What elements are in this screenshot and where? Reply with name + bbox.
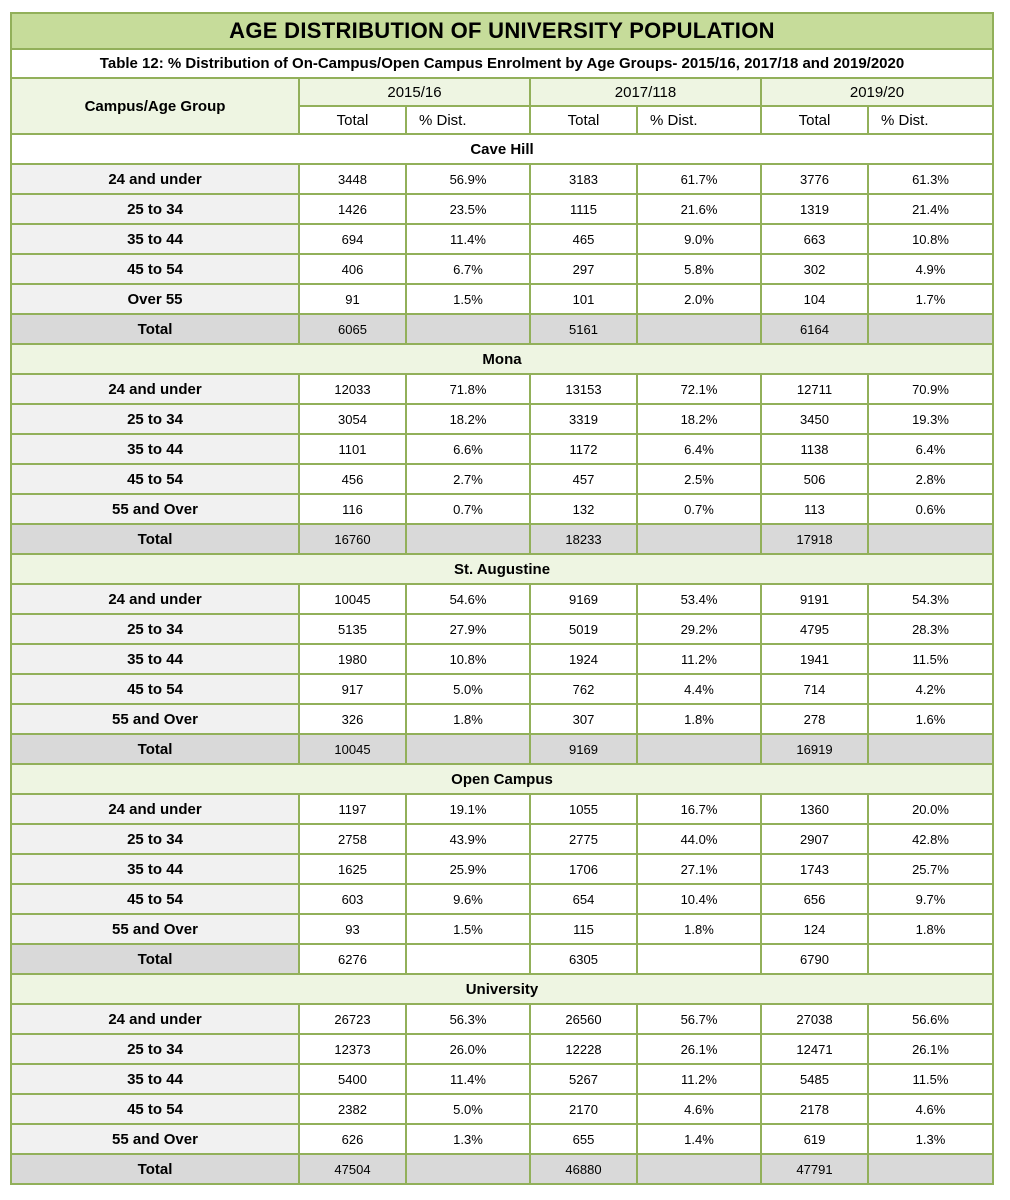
dist-cell: 20.0% xyxy=(868,794,993,824)
dist-cell: 70.9% xyxy=(868,374,993,404)
total-cell: 3776 xyxy=(761,164,868,194)
year-header-2017: 2017/118 xyxy=(530,78,761,106)
total-row xyxy=(11,314,993,344)
total-row xyxy=(11,1154,993,1184)
total-cell: 2178 xyxy=(761,1094,868,1124)
section-header-row xyxy=(11,764,993,794)
age-group-label: 25 to 34 xyxy=(11,404,299,434)
total-cell: 47791 xyxy=(761,1154,868,1184)
table-row xyxy=(11,1034,993,1064)
total-cell: 6164 xyxy=(761,314,868,344)
total-cell: 12373 xyxy=(299,1034,406,1064)
dist-cell: 72.1% xyxy=(637,374,761,404)
dist-cell: 11.4% xyxy=(406,1064,530,1094)
dist-cell: 11.4% xyxy=(406,224,530,254)
total-cell: 5485 xyxy=(761,1064,868,1094)
dist-cell: 18.2% xyxy=(637,404,761,434)
total-cell: 2907 xyxy=(761,824,868,854)
age-group-label: 55 and Over xyxy=(11,494,299,524)
dist-cell: 19.1% xyxy=(406,794,530,824)
dist-cell: 27.9% xyxy=(406,614,530,644)
age-group-label: 45 to 54 xyxy=(11,254,299,284)
table-row xyxy=(11,1064,993,1094)
dist-cell xyxy=(406,734,530,764)
table-row xyxy=(11,794,993,824)
dist-cell xyxy=(868,1154,993,1184)
total-cell: 656 xyxy=(761,884,868,914)
total-cell: 762 xyxy=(530,674,637,704)
dist-cell: 25.9% xyxy=(406,854,530,884)
dist-cell xyxy=(406,1154,530,1184)
total-row xyxy=(11,944,993,974)
report-table-container xyxy=(10,12,992,1185)
total-cell: 9169 xyxy=(530,734,637,764)
dist-cell xyxy=(406,524,530,554)
total-cell: 10045 xyxy=(299,584,406,614)
section-header-row xyxy=(11,344,993,374)
dist-cell: 1.7% xyxy=(868,284,993,314)
dist-cell: 23.5% xyxy=(406,194,530,224)
total-cell: 115 xyxy=(530,914,637,944)
total-cell: 307 xyxy=(530,704,637,734)
section-title: Open Campus xyxy=(11,764,993,794)
total-cell: 12033 xyxy=(299,374,406,404)
total-cell: 12471 xyxy=(761,1034,868,1064)
total-cell: 4795 xyxy=(761,614,868,644)
dist-cell: 9.6% xyxy=(406,884,530,914)
total-cell: 1319 xyxy=(761,194,868,224)
total-cell: 1101 xyxy=(299,434,406,464)
table-row xyxy=(11,614,993,644)
dist-cell: 53.4% xyxy=(637,584,761,614)
table-body xyxy=(11,134,993,1184)
total-cell: 655 xyxy=(530,1124,637,1154)
total-cell: 1706 xyxy=(530,854,637,884)
dist-cell: 1.8% xyxy=(868,914,993,944)
dist-cell: 56.7% xyxy=(637,1004,761,1034)
dist-cell: 10.8% xyxy=(406,644,530,674)
total-cell: 3319 xyxy=(530,404,637,434)
age-group-label: 55 and Over xyxy=(11,704,299,734)
dist-cell: 5.8% xyxy=(637,254,761,284)
total-cell: 3183 xyxy=(530,164,637,194)
total-cell: 6276 xyxy=(299,944,406,974)
dist-cell xyxy=(637,314,761,344)
dist-cell: 29.2% xyxy=(637,614,761,644)
total-cell: 465 xyxy=(530,224,637,254)
total-cell: 124 xyxy=(761,914,868,944)
table-subtitle: Table 12: % Distribution of On-Campus/Open Campus Enrolment by Age Groups- 2015/16, 2017/18 and 2019/2020 xyxy=(11,49,993,78)
total-cell: 1172 xyxy=(530,434,637,464)
age-group-label: 24 and under xyxy=(11,794,299,824)
total-cell: 27038 xyxy=(761,1004,868,1034)
dist-cell: 54.6% xyxy=(406,584,530,614)
dist-cell: 9.7% xyxy=(868,884,993,914)
dist-cell: 16.7% xyxy=(637,794,761,824)
age-group-label: 35 to 44 xyxy=(11,854,299,884)
dist-cell: 4.2% xyxy=(868,674,993,704)
age-group-label: 25 to 34 xyxy=(11,824,299,854)
age-group-label: 24 and under xyxy=(11,584,299,614)
total-cell: 278 xyxy=(761,704,868,734)
total-cell: 1138 xyxy=(761,434,868,464)
total-cell: 5267 xyxy=(530,1064,637,1094)
total-cell: 12228 xyxy=(530,1034,637,1064)
total-cell: 46880 xyxy=(530,1154,637,1184)
total-label: Total xyxy=(11,314,299,344)
total-cell: 2382 xyxy=(299,1094,406,1124)
dist-cell xyxy=(868,524,993,554)
dist-cell xyxy=(868,314,993,344)
dist-cell: 2.7% xyxy=(406,464,530,494)
total-cell: 6790 xyxy=(761,944,868,974)
dist-cell: 4.4% xyxy=(637,674,761,704)
dist-cell: 11.5% xyxy=(868,1064,993,1094)
dist-cell xyxy=(637,524,761,554)
section-header-row xyxy=(11,974,993,1004)
total-cell: 10045 xyxy=(299,734,406,764)
dist-cell: 5.0% xyxy=(406,1094,530,1124)
dist-cell: 21.4% xyxy=(868,194,993,224)
dist-cell: 6.4% xyxy=(637,434,761,464)
age-group-label: 35 to 44 xyxy=(11,644,299,674)
dist-cell: 28.3% xyxy=(868,614,993,644)
table-row xyxy=(11,434,993,464)
total-cell: 101 xyxy=(530,284,637,314)
table-row xyxy=(11,584,993,614)
dist-cell xyxy=(868,944,993,974)
dist-cell xyxy=(868,734,993,764)
table-row xyxy=(11,914,993,944)
table-row xyxy=(11,884,993,914)
dist-cell: 44.0% xyxy=(637,824,761,854)
total-cell: 9191 xyxy=(761,584,868,614)
total-column-header: Total xyxy=(530,106,637,134)
total-column-header: Total xyxy=(761,106,868,134)
table-row xyxy=(11,1124,993,1154)
year-header-2015: 2015/16 xyxy=(299,78,530,106)
total-label: Total xyxy=(11,1154,299,1184)
dist-cell: 2.8% xyxy=(868,464,993,494)
dist-cell: 71.8% xyxy=(406,374,530,404)
total-cell: 18233 xyxy=(530,524,637,554)
dist-cell: 1.5% xyxy=(406,914,530,944)
total-cell: 1197 xyxy=(299,794,406,824)
dist-cell: 56.3% xyxy=(406,1004,530,1034)
total-cell: 654 xyxy=(530,884,637,914)
total-cell: 113 xyxy=(761,494,868,524)
total-cell: 93 xyxy=(299,914,406,944)
total-label: Total xyxy=(11,734,299,764)
dist-cell: 56.6% xyxy=(868,1004,993,1034)
row-label-header: Campus/Age Group xyxy=(11,78,299,134)
dist-cell: 11.2% xyxy=(637,1064,761,1094)
total-cell: 9169 xyxy=(530,584,637,614)
age-group-label: 35 to 44 xyxy=(11,434,299,464)
dist-cell: 6.6% xyxy=(406,434,530,464)
total-cell: 1426 xyxy=(299,194,406,224)
dist-cell: 54.3% xyxy=(868,584,993,614)
dist-column-header: % Dist. xyxy=(406,106,530,134)
section-title: Mona xyxy=(11,344,993,374)
dist-cell: 0.7% xyxy=(637,494,761,524)
table-row xyxy=(11,374,993,404)
age-group-label: 45 to 54 xyxy=(11,464,299,494)
dist-column-header: % Dist. xyxy=(637,106,761,134)
dist-cell: 1.5% xyxy=(406,284,530,314)
dist-cell: 10.8% xyxy=(868,224,993,254)
total-cell: 5019 xyxy=(530,614,637,644)
dist-cell: 1.8% xyxy=(637,704,761,734)
dist-cell: 21.6% xyxy=(637,194,761,224)
table-row xyxy=(11,254,993,284)
total-cell: 406 xyxy=(299,254,406,284)
table-row xyxy=(11,644,993,674)
dist-cell: 1.4% xyxy=(637,1124,761,1154)
total-cell: 297 xyxy=(530,254,637,284)
dist-cell: 1.3% xyxy=(406,1124,530,1154)
total-cell: 1743 xyxy=(761,854,868,884)
total-cell: 2758 xyxy=(299,824,406,854)
dist-cell: 6.7% xyxy=(406,254,530,284)
section-header-row xyxy=(11,554,993,584)
dist-cell: 43.9% xyxy=(406,824,530,854)
total-cell: 1980 xyxy=(299,644,406,674)
total-cell: 132 xyxy=(530,494,637,524)
total-cell: 5135 xyxy=(299,614,406,644)
total-cell: 47504 xyxy=(299,1154,406,1184)
age-group-label: 24 and under xyxy=(11,164,299,194)
table-row xyxy=(11,404,993,434)
dist-cell: 4.6% xyxy=(868,1094,993,1124)
table-row xyxy=(11,854,993,884)
table-row xyxy=(11,704,993,734)
table-row xyxy=(11,1004,993,1034)
total-cell: 626 xyxy=(299,1124,406,1154)
dist-cell: 2.0% xyxy=(637,284,761,314)
total-cell: 1115 xyxy=(530,194,637,224)
total-cell: 457 xyxy=(530,464,637,494)
total-cell: 3054 xyxy=(299,404,406,434)
total-cell: 6065 xyxy=(299,314,406,344)
dist-cell: 6.4% xyxy=(868,434,993,464)
total-cell: 2775 xyxy=(530,824,637,854)
total-cell: 12711 xyxy=(761,374,868,404)
total-cell: 17918 xyxy=(761,524,868,554)
section-title: St. Augustine xyxy=(11,554,993,584)
table-row xyxy=(11,194,993,224)
dist-cell: 1.6% xyxy=(868,704,993,734)
dist-cell: 1.8% xyxy=(637,914,761,944)
total-cell: 917 xyxy=(299,674,406,704)
dist-cell: 10.4% xyxy=(637,884,761,914)
age-group-label: 55 and Over xyxy=(11,1124,299,1154)
dist-cell: 2.5% xyxy=(637,464,761,494)
table-row xyxy=(11,164,993,194)
total-cell: 13153 xyxy=(530,374,637,404)
age-group-label: 25 to 34 xyxy=(11,194,299,224)
total-cell: 5400 xyxy=(299,1064,406,1094)
age-group-label: 45 to 54 xyxy=(11,674,299,704)
page-title: AGE DISTRIBUTION OF UNIVERSITY POPULATION xyxy=(11,13,993,49)
total-cell: 104 xyxy=(761,284,868,314)
age-group-label: 24 and under xyxy=(11,1004,299,1034)
total-cell: 3448 xyxy=(299,164,406,194)
age-group-label: 45 to 54 xyxy=(11,1094,299,1124)
total-cell: 3450 xyxy=(761,404,868,434)
age-group-label: 25 to 34 xyxy=(11,1034,299,1064)
dist-cell: 5.0% xyxy=(406,674,530,704)
table-row xyxy=(11,464,993,494)
dist-cell: 26.0% xyxy=(406,1034,530,1064)
dist-cell xyxy=(406,314,530,344)
dist-cell: 9.0% xyxy=(637,224,761,254)
total-cell: 619 xyxy=(761,1124,868,1154)
total-cell: 456 xyxy=(299,464,406,494)
dist-cell: 0.6% xyxy=(868,494,993,524)
dist-cell: 1.8% xyxy=(406,704,530,734)
dist-cell: 61.7% xyxy=(637,164,761,194)
dist-cell: 26.1% xyxy=(637,1034,761,1064)
year-header-2019: 2019/20 xyxy=(761,78,993,106)
section-header-row xyxy=(11,134,993,164)
dist-cell: 11.2% xyxy=(637,644,761,674)
table-row xyxy=(11,674,993,704)
age-group-label: 35 to 44 xyxy=(11,1064,299,1094)
dist-cell: 42.8% xyxy=(868,824,993,854)
age-group-label: 55 and Over xyxy=(11,914,299,944)
total-row xyxy=(11,734,993,764)
table-row xyxy=(11,224,993,254)
total-cell: 5161 xyxy=(530,314,637,344)
dist-cell: 27.1% xyxy=(637,854,761,884)
total-cell: 1941 xyxy=(761,644,868,674)
table-row xyxy=(11,494,993,524)
table-row xyxy=(11,824,993,854)
age-distribution-table xyxy=(10,12,994,1185)
dist-cell: 26.1% xyxy=(868,1034,993,1064)
total-cell: 91 xyxy=(299,284,406,314)
table-row xyxy=(11,284,993,314)
age-group-label: Over 55 xyxy=(11,284,299,314)
total-cell: 663 xyxy=(761,224,868,254)
total-label: Total xyxy=(11,524,299,554)
total-cell: 1055 xyxy=(530,794,637,824)
table-row xyxy=(11,1094,993,1124)
total-cell: 6305 xyxy=(530,944,637,974)
section-title: Cave Hill xyxy=(11,134,993,164)
dist-cell: 11.5% xyxy=(868,644,993,674)
total-cell: 16919 xyxy=(761,734,868,764)
total-cell: 1625 xyxy=(299,854,406,884)
dist-cell: 4.9% xyxy=(868,254,993,284)
total-cell: 603 xyxy=(299,884,406,914)
age-group-label: 35 to 44 xyxy=(11,224,299,254)
age-group-label: 25 to 34 xyxy=(11,614,299,644)
dist-cell xyxy=(637,944,761,974)
dist-cell: 19.3% xyxy=(868,404,993,434)
total-cell: 506 xyxy=(761,464,868,494)
total-cell: 1360 xyxy=(761,794,868,824)
total-cell: 694 xyxy=(299,224,406,254)
dist-cell: 4.6% xyxy=(637,1094,761,1124)
total-cell: 1924 xyxy=(530,644,637,674)
age-group-label: 45 to 54 xyxy=(11,884,299,914)
total-cell: 714 xyxy=(761,674,868,704)
dist-cell: 18.2% xyxy=(406,404,530,434)
dist-column-header: % Dist. xyxy=(868,106,993,134)
dist-cell: 1.3% xyxy=(868,1124,993,1154)
dist-cell: 0.7% xyxy=(406,494,530,524)
total-cell: 16760 xyxy=(299,524,406,554)
total-cell: 26723 xyxy=(299,1004,406,1034)
dist-cell xyxy=(406,944,530,974)
total-row xyxy=(11,524,993,554)
total-cell: 326 xyxy=(299,704,406,734)
total-cell: 26560 xyxy=(530,1004,637,1034)
total-label: Total xyxy=(11,944,299,974)
dist-cell: 25.7% xyxy=(868,854,993,884)
dist-cell xyxy=(637,1154,761,1184)
dist-cell xyxy=(637,734,761,764)
total-cell: 2170 xyxy=(530,1094,637,1124)
dist-cell: 56.9% xyxy=(406,164,530,194)
total-column-header: Total xyxy=(299,106,406,134)
section-title: University xyxy=(11,974,993,1004)
total-cell: 302 xyxy=(761,254,868,284)
age-group-label: 24 and under xyxy=(11,374,299,404)
dist-cell: 61.3% xyxy=(868,164,993,194)
total-cell: 116 xyxy=(299,494,406,524)
